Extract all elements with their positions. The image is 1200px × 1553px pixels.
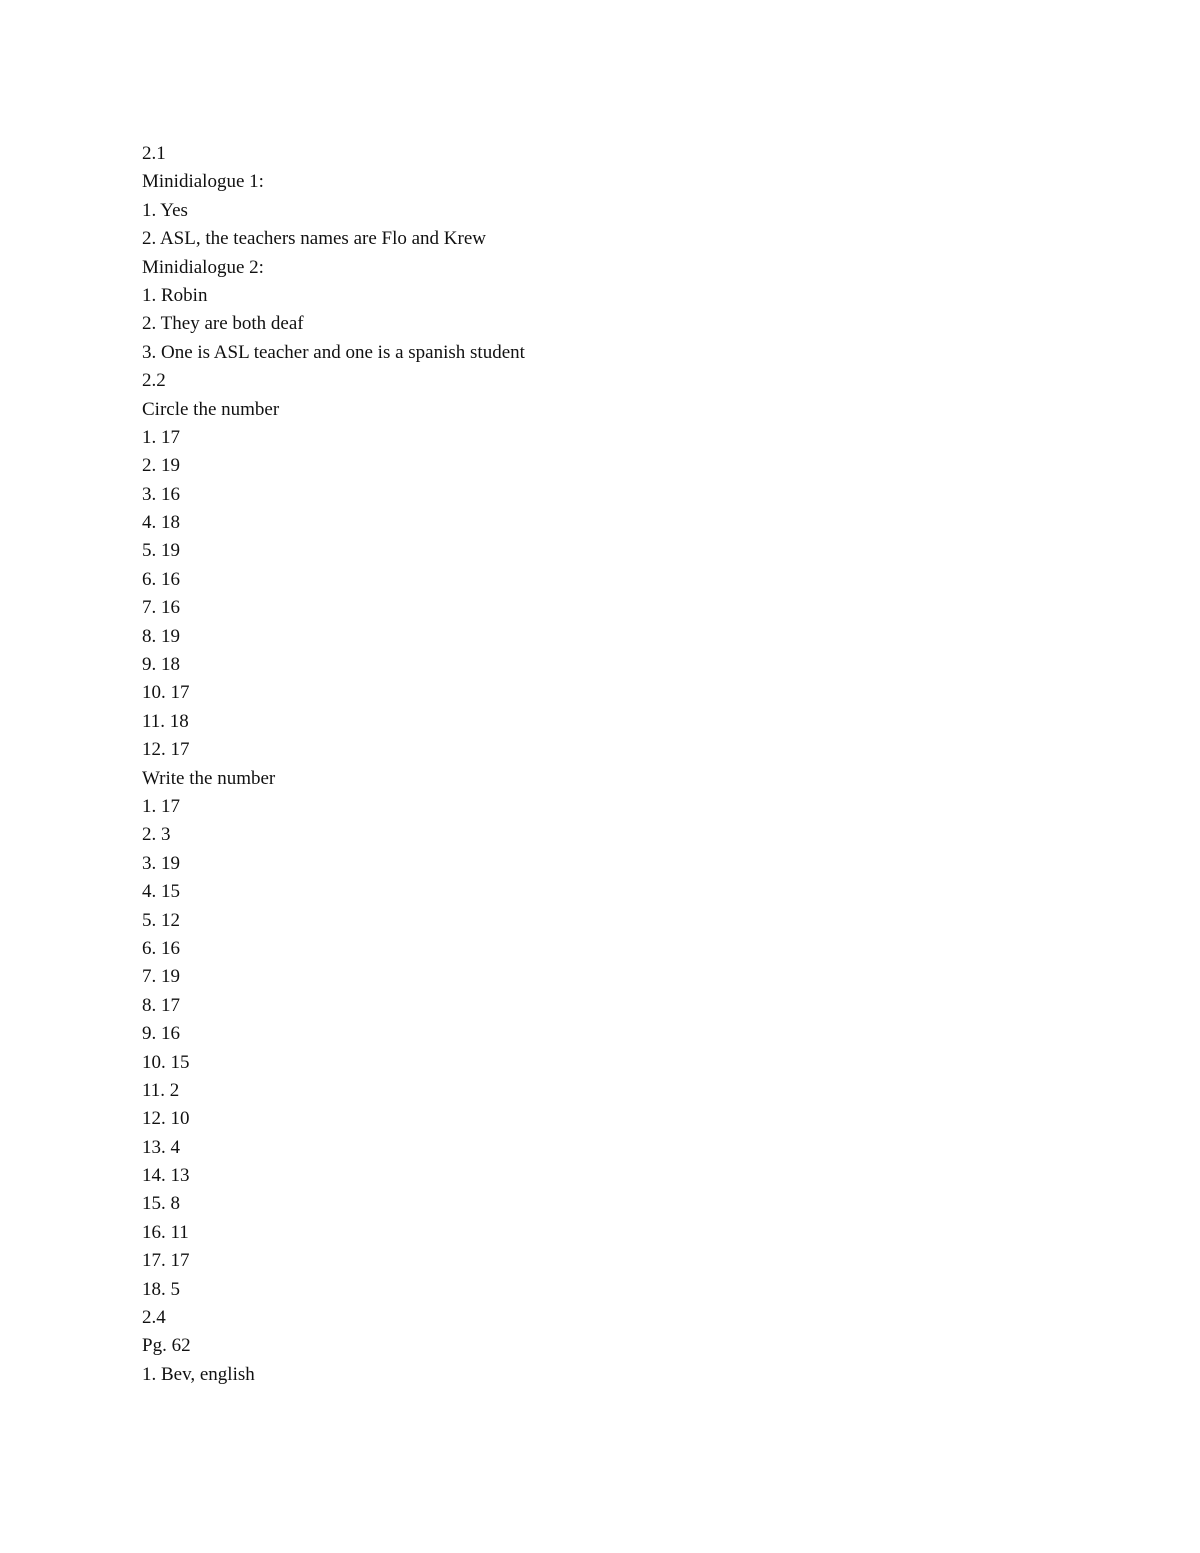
answer-line: 12. 10: [142, 1108, 190, 1130]
answer-line: 14. 13: [142, 1165, 190, 1187]
answer-line: 1. Yes: [142, 199, 188, 221]
answer-line: 2. 3: [142, 824, 171, 846]
answer-line: 7. 19: [142, 966, 180, 988]
answer-line: 3. 19: [142, 852, 180, 874]
answer-line: 2. ASL, the teachers names are Flo and Krew: [142, 228, 487, 250]
answer-line: 18. 5: [142, 1278, 180, 1300]
answer-line: 2. They are both deaf: [142, 313, 304, 335]
section-heading: 2.1: [142, 143, 166, 164]
answer-line: 6. 16: [142, 568, 180, 590]
answer-line: 8. 17: [142, 994, 180, 1016]
answer-line: 10. 17: [142, 682, 190, 704]
answer-line: 15. 8: [142, 1193, 180, 1215]
answer-line: 9. 16: [142, 1023, 180, 1045]
answer-line: 13. 4: [142, 1136, 180, 1158]
section-heading: 2.4: [142, 1307, 166, 1329]
answer-line: 4. 15: [142, 881, 180, 903]
answer-line: 12. 17: [142, 739, 190, 761]
answer-line: 7. 16: [142, 597, 180, 619]
subheading: Minidialogue 1:: [142, 171, 264, 193]
answer-line: 8. 19: [142, 625, 180, 647]
answer-line: 3. One is ASL teacher and one is a spanish student: [142, 341, 525, 363]
answer-line: 2. 19: [142, 455, 180, 477]
section-heading: 2.2: [142, 370, 166, 392]
answer-line: 10. 15: [142, 1051, 190, 1073]
subheading: Circle the number: [142, 398, 280, 420]
answer-line: 1. Bev, english: [142, 1363, 255, 1385]
answer-line: 1. 17: [142, 795, 180, 817]
answer-line: 4. 18: [142, 512, 180, 534]
answer-line: 9. 18: [142, 654, 180, 676]
answer-line: 5. 12: [142, 909, 180, 931]
answer-line: 1. Robin: [142, 284, 208, 306]
answer-line: 5. 19: [142, 540, 180, 562]
answer-line: 1. 17: [142, 426, 180, 448]
subheading: Write the number: [142, 767, 276, 789]
subheading: Minidialogue 2:: [142, 256, 264, 278]
answer-line: 17. 17: [142, 1250, 190, 1272]
answer-line: 6. 16: [142, 937, 180, 959]
document-body: [142, 140, 1042, 1389]
answer-line: 16. 11: [142, 1221, 189, 1243]
answer-line: 11. 18: [142, 710, 189, 732]
subheading: Pg. 62: [142, 1335, 191, 1357]
answer-line: 3. 16: [142, 483, 180, 505]
answer-line: 11. 2: [142, 1079, 180, 1101]
